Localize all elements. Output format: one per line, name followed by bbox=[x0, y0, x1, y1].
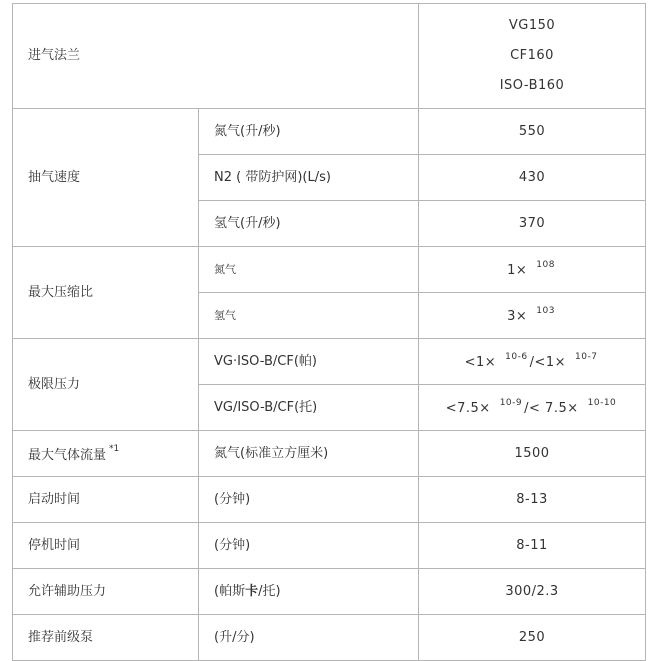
unit-speed-n2: 氮气(升/秒) bbox=[199, 109, 419, 155]
aux-unit-post: /托) bbox=[258, 583, 281, 599]
table-row-compression-n2 bbox=[13, 247, 646, 293]
label-inlet: 进气法兰 bbox=[13, 4, 419, 109]
table-row-speed-n2 bbox=[13, 109, 646, 155]
unit-aux-pressure bbox=[199, 569, 419, 615]
value-ultimate-torr bbox=[419, 385, 646, 431]
unit-speed-n2-mesh: N2 ( 带防护网)(L/s) bbox=[199, 155, 419, 201]
inlet-value-iso: ISO-B160 bbox=[499, 78, 565, 93]
table-row-inlet bbox=[13, 4, 646, 109]
compression-n2-mantissa: 1× bbox=[507, 263, 528, 279]
table-row-stop-time bbox=[13, 523, 646, 569]
aux-unit-pre: (帕斯 bbox=[214, 583, 246, 599]
max-flow-label-text: 最大气体流量 bbox=[28, 447, 107, 463]
value-inlet bbox=[419, 4, 646, 109]
ultimate-torr-b-exp: 10-10 bbox=[587, 398, 617, 409]
table-row-ultimate-pa bbox=[13, 339, 646, 385]
label-pumping-speed: 抽气速度 bbox=[13, 109, 199, 247]
table-row-fore-pump bbox=[13, 615, 646, 661]
unit-stop-time: (分钟) bbox=[199, 523, 419, 569]
compression-h2-mantissa: 3× bbox=[507, 309, 528, 325]
ultimate-torr-sep: /< 7.5× bbox=[524, 401, 579, 417]
unit-fore-pump: (升/分) bbox=[199, 615, 419, 661]
value-aux-pressure: 300/2.3 bbox=[419, 569, 646, 615]
label-stop-time: 停机时间 bbox=[13, 523, 199, 569]
ultimate-torr-a-exp: 10-9 bbox=[499, 398, 523, 409]
label-max-flow bbox=[13, 431, 199, 477]
compression-n2-exponent: 108 bbox=[536, 260, 555, 271]
value-speed-n2-mesh: 430 bbox=[419, 155, 646, 201]
unit-speed-h2: 氢气(升/秒) bbox=[199, 201, 419, 247]
table-row-max-flow bbox=[13, 431, 646, 477]
table-row-start-time bbox=[13, 477, 646, 523]
value-compression-n2 bbox=[419, 247, 646, 293]
unit-compression-h2: 氢气 bbox=[199, 293, 419, 339]
label-ultimate-pressure: 极限压力 bbox=[13, 339, 199, 431]
ultimate-pa-b-exp: 10-7 bbox=[575, 352, 598, 363]
unit-compression-n2: 氮气 bbox=[199, 247, 419, 293]
value-ultimate-pa bbox=[419, 339, 646, 385]
max-flow-footnote: *1 bbox=[109, 443, 120, 454]
ultimate-pa-sep: /<1× bbox=[529, 355, 567, 371]
ultimate-pa-a: <1× bbox=[464, 355, 497, 371]
inlet-value-vg: VG150 bbox=[508, 18, 556, 33]
unit-max-flow: 氮气(标准立方厘米) bbox=[199, 431, 419, 477]
unit-ultimate-torr: VG/ISO-B/CF(托) bbox=[199, 385, 419, 431]
value-speed-n2: 550 bbox=[419, 109, 646, 155]
label-start-time: 启动时间 bbox=[13, 477, 199, 523]
ultimate-torr-a: <7.5× bbox=[445, 401, 491, 417]
value-stop-time: 8-11 bbox=[419, 523, 646, 569]
value-compression-h2 bbox=[419, 293, 646, 339]
value-fore-pump: 250 bbox=[419, 615, 646, 661]
unit-start-time: (分钟) bbox=[199, 477, 419, 523]
compression-h2-exponent: 103 bbox=[536, 306, 555, 317]
spec-table bbox=[12, 3, 646, 661]
value-max-flow: 1500 bbox=[419, 431, 646, 477]
value-speed-h2: 370 bbox=[419, 201, 646, 247]
label-fore-pump: 推荐前级泵 bbox=[13, 615, 199, 661]
ultimate-pa-a-exp: 10-6 bbox=[505, 352, 528, 363]
unit-ultimate-pa: VG·ISO-B/CF(帕) bbox=[199, 339, 419, 385]
label-aux-pressure: 允许辅助压力 bbox=[13, 569, 199, 615]
table-row-aux-pressure bbox=[13, 569, 646, 615]
label-compression: 最大压缩比 bbox=[13, 247, 199, 339]
aux-unit-bold: 卡 bbox=[245, 583, 259, 599]
value-start-time: 8-13 bbox=[419, 477, 646, 523]
inlet-value-cf: CF160 bbox=[510, 48, 554, 63]
